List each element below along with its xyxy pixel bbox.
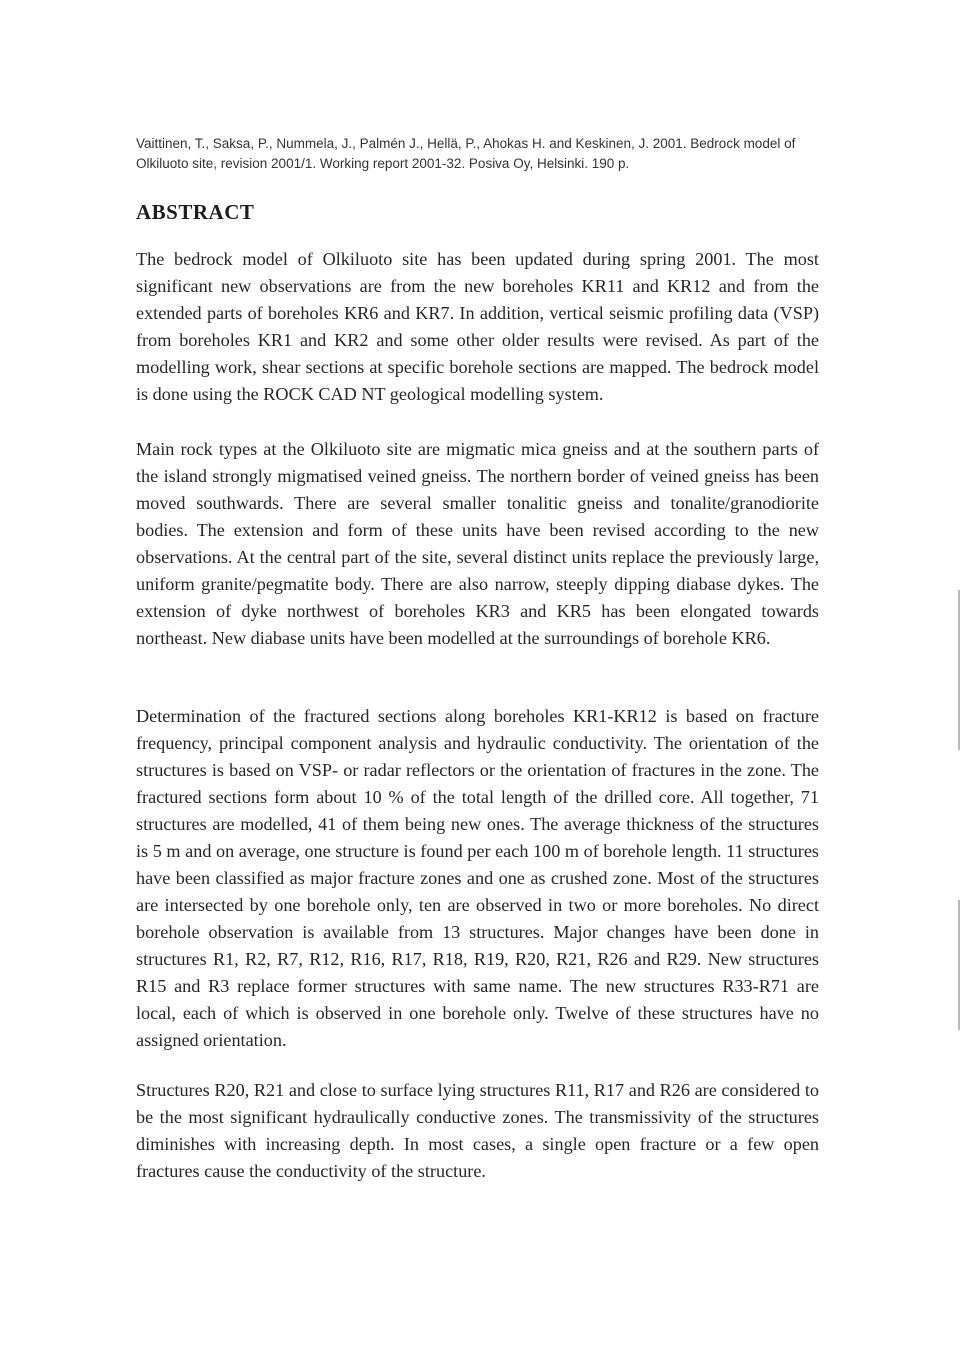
abstract-paragraph-4: Structures R20, R21 and close to surface lying structures R11, R17 and R26 are considered to be the most significant hydraulically conductive zones. The transmissivity of the structures diminishes with increasing depth. In most cases, a single open fracture or a few open fractures cause the conductivity of the structure. <box>136 1080 819 1181</box>
abstract-paragraph-1: The bedrock model of Olkiluoto site has been updated during spring 2001. The most significant new observations are from the new boreholes KR11 and KR12 and from the extended parts of boreholes KR6 and KR7. In addition, vertical seismic profiling data (VSP) from boreholes KR1 and KR2 and some other older results were revised. As part of the modelling work, shear sections at specific borehole sections are mapped. The bedrock model is done using the ROCK CAD NT geological modelling system. <box>136 249 819 404</box>
citation: Vaittinen, T., Saksa, P., Nummela, J., Palmén J., Hellä, P., Ahokas H. and Keskinen, J. 2001. Bedrock model of Olkiluoto site, revision 2001/1. Working report 2001-32. Posiva Oy, Helsinki. 190 p. <box>136 136 796 171</box>
abstract-heading: ABSTRACT <box>136 200 255 224</box>
abstract-paragraph-2: Main rock types at the Olkiluoto site are migmatic mica gneiss and at the southern parts of the island strongly migmatised veined gneiss. The northern border of veined gneiss has been moved southwards. There are several smaller tonalitic gneiss and tonalite/granodiorite bodies. The extension and form of these units have been revised according to the new observations. At the central part of the site, several distinct units replace the previously large, uniform granite/pegmatite body. There are also narrow, steeply dipping diabase dykes. The extension of dyke northwest of boreholes KR3 and KR5 has been elongated towards northeast. New diabase units have been modelled at the surroundings of borehole KR6. <box>136 439 819 648</box>
abstract-paragraph-3: Determination of the fractured sections along boreholes KR1-KR12 is based on fracture frequency, principal component analysis and hydraulic conductivity. The orientation of the structures is based on VSP- or radar reflectors or the orientation of fractures in the zone. The fractured sections form about 10 % of the total length of the drilled core. All together, 71 structures are modelled, 41 of them being new ones. The average thickness of the structures is 5 m and on average, one structure is found per each 100 m of borehole length. 11 structures have been classified as major fracture zones and one as crushed zone. Most of the structures are intersected by one borehole only, ten are observed in two or more boreholes. No direct borehole observation is available from 13 structures. Major changes have been done in structures R1, R2, R7, R12, R16, R17, R18, R19, R20, R21, R26 and R29. New structures R15 and R3 replace former structures with same name. The new structures R33-R71 are local, each of which is observed in one borehole only. Twelve of these structures have no assigned orientation. <box>136 706 819 1050</box>
